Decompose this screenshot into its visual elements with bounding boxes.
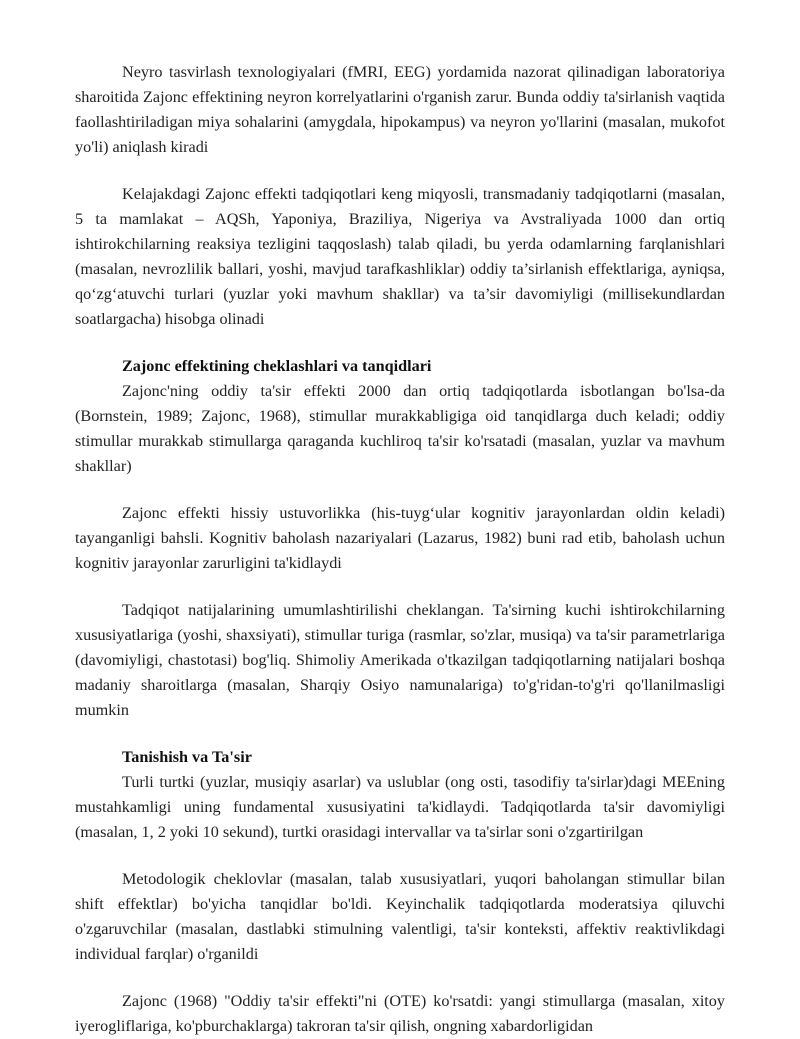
- paragraph-stimulus-complexity: Zajonc'ning oddiy ta'sir effekti 2000 dan ortiq tadqiqotlarda isbotlangan bo'lsa-da (Bornstein, 1989; Zajonc, 1968), stimullar murakkabligiga oid tanqidlarga duch keladi; oddiy stimullar murakkab stimullarga qaraganda kuchliroq ta'sir ko'rsatadi (masalan, yuzlar va mavhum shakllar): [75, 382, 725, 475]
- paragraph-cross-cultural: Kelajakdagi Zajonc effekti tadqiqotlari keng miqyosli, transmadaniy tadqiqotlarni (masalan, 5 ta mamlakat – AQSh, Yaponiya, Braziliya, Nigeriya va Avstraliyada 1000 dan ortiq ishtirokchilarning reaksiya tezligini taqqoslash) talab qiladi, bu yerda odamlarning farqlanishlari (masalan, nevrozlilik ballari, yoshi, mavjud tarafkashliklar) oddiy ta’sirlanish effektlariga, ayniqsa, qo‘zg‘atuvchi turlari (yuzlar yoki mavhum shakllar) va ta’sir davomiyligi (millisekundlardan soatlargacha) hisobga olinadi: [75, 185, 725, 328]
- document-page: [75, 60, 725, 1039]
- paragraph-neuroimaging: Neyro tasvirlash texnologiyalari (fMRI, EEG) yordamida nazorat qilinadigan laboratoriya sharoitida Zajonc effektining neyron korrelyatlarini o'rganish zarur. Bunda oddiy ta'sirlanish vaqtida faollashtiriladigan miya sohalarini (amygdala, hipokampus) va neyron yo'llarini (masalan, mukofot yo'li) aniqlash kiradi: [75, 63, 725, 156]
- paragraph-robustness: Turli turtki (yuzlar, musiqiy asarlar) va uslublar (ong osti, tasodifiy ta'sirlar)dagi MEEning mustahkamligi uning fundamental xususiyatini ta'kidlaydi. Tadqiqotlarda ta'sir davomiyligi (masalan, 1, 2 yoki 10 sekund), turtki orasidagi intervallar va ta'sirlar soni o'zgartirilgan: [75, 773, 725, 841]
- heading-familiarity: Tanishish va Ta'sir: [122, 748, 252, 766]
- paragraph-generalizability: Tadqiqot natijalarining umumlashtirilishi cheklangan. Ta'sirning kuchi ishtirokchilarning xususiyatlariga (yoshi, shaxsiyati), stimullar turiga (rasmlar, so'zlar, musiqa) va ta'sir parametrlariga (davomiyligi, chastotasi) bog'liq. Shimoliy Amerikada o'tkazilgan tadqiqotlarning natijalari boshqa madaniy sharoitlarga (masalan, Sharqiy Osiyo namunalariga) to'g'ridan-to'g'ri qo'llanilmasligi mumkin: [75, 601, 725, 719]
- paragraph-methodology: Metodologik cheklovlar (masalan, talab xususiyatlari, yuqori baholangan stimullar bilan shift effektlar) bo'yicha tanqidlar bo'ldi. Keyinchalik tadqiqotlarda moderatsiya qiluvchi o'zgaruvchilar (masalan, dastlabki stimulning valentligi, ta'sir konteksti, affektiv reaktivlikdagi individual farqlar) o'rganildi: [75, 870, 725, 963]
- paragraph-affective-primacy: Zajonc effekti hissiy ustuvorlikka (his-tuyg‘ular kognitiv jarayonlardan oldin keladi) tayanganligi bahsli. Kognitiv baholash nazariyalari (Lazarus, 1982) buni rad etib, baholash uchun kognitiv jarayonlar zarurligini ta'kidlaydi: [75, 504, 725, 572]
- paragraph-mere-exposure: Zajonc (1968) "Oddiy ta'sir effekti"ni (OTE) ko'rsatdi: yangi stimullarga (masalan, xitoy iyerogliflariga, ko'pburchaklarga) takroran ta'sir qilish, ongning xabardorligidan: [75, 992, 725, 1035]
- heading-limitations: Zajonc effektining cheklashlari va tanqidlari: [122, 357, 432, 375]
